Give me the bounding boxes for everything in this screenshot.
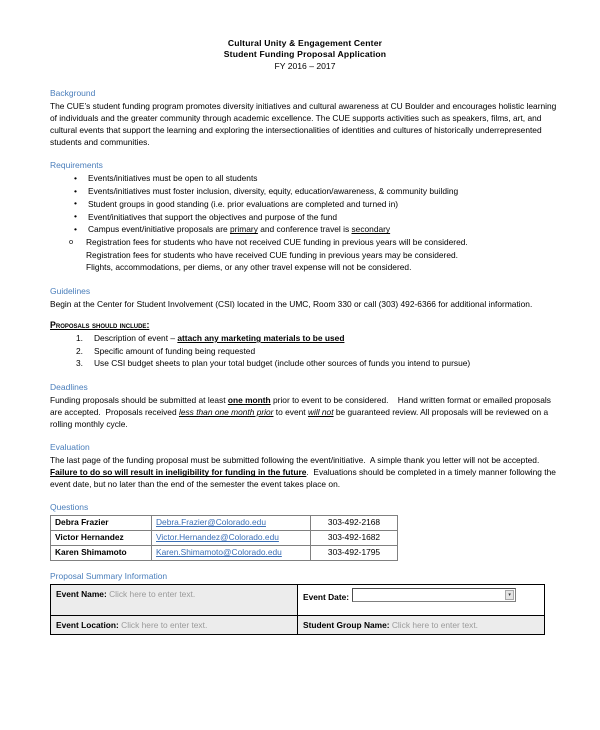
- section-heading-guidelines: Guidelines: [50, 286, 91, 297]
- emphasis-primary: primary: [229, 224, 258, 235]
- contact-name: Karen Shimamoto: [51, 546, 152, 561]
- contact-phone: 303-492-2168: [311, 516, 398, 531]
- proposals-include-list: [50, 332, 560, 370]
- sub-line-3: Flights, accommodations, per diems, or any other travel expense will not be considered.: [86, 262, 412, 273]
- event-date-input[interactable]: [352, 588, 516, 602]
- emphasis-one-month: one month: [227, 394, 271, 405]
- table-row: [51, 546, 398, 561]
- list-item: [50, 345, 560, 358]
- list-item-registration-fees: [50, 236, 560, 274]
- contact-email-link[interactable]: Victor.Hernandez@Colorado.edu: [156, 532, 279, 543]
- list-item: • Events/initiatives must be open to all students: [50, 172, 560, 185]
- list-item: • Event/initiatives that support the objectives and purpose of the fund: [50, 211, 560, 224]
- title-line-1: Cultural Unity & Engagement Center: [227, 38, 383, 48]
- item-text: Use CSI budget sheets to plan your total budget (include other sources of funds you intend to pursue): [94, 358, 471, 369]
- guidelines-text: Begin at the Center for Student Involvement (CSI) located in the UMC, Room 330 or call (303) 492-6366 for additional information.: [50, 299, 533, 310]
- section-heading-questions: Questions: [50, 502, 89, 513]
- table-row: [51, 531, 398, 546]
- table-row: [51, 516, 398, 531]
- contacts-table: [50, 515, 398, 561]
- student-group-cell[interactable]: [298, 616, 545, 635]
- sub-line-2: Registration fees for students who have received CUE funding in previous years may be considered.: [86, 249, 458, 260]
- evaluation-text: [50, 454, 560, 490]
- section-heading-evaluation: Evaluation: [50, 442, 90, 453]
- sub-line-1: o Registration fees for students who have not received CUE funding in previous years will be considered.: [86, 237, 468, 248]
- fiscal-year: FY 2016 – 2017: [274, 61, 336, 72]
- event-date-cell[interactable]: [298, 585, 545, 616]
- deadlines-part-4: be guaranteed review. All proposals will be reviewed on a rolling monthly cycle.: [50, 407, 549, 430]
- background-text: The CUE’s student funding program promotes diversity initiatives and cultural awareness at CU Boulder and encourages holistic learning of individuals and the greater community through academic excellence. The CUE supports activities such as speakers, films, art, and cultural events that support the learning and exploring the intersectionalities of identities and cultures of historically underrepresented students and communities.: [50, 100, 557, 148]
- proposals-label-text: Proposals should include: [50, 320, 147, 331]
- event-location-label: Event Location:: [56, 620, 119, 631]
- bullet-prefix: Campus event/initiative proposals are: [88, 224, 230, 235]
- emphasis-less-than-one-month: less than one month prior: [178, 407, 274, 418]
- requirements-list: [50, 172, 560, 236]
- deadlines-part-2: prior to event to be considered. Hand written format or emailed proposals are accepted. Proposals received: [50, 394, 551, 418]
- contact-name: Debra Frazier: [51, 516, 152, 531]
- proposal-summary-table: [50, 584, 545, 635]
- event-name-placeholder[interactable]: Click here to enter text.: [109, 589, 196, 600]
- contact-phone: 303-492-1682: [311, 531, 398, 546]
- proposals-should-include-label: [50, 319, 149, 332]
- section-heading-background: Background: [50, 87, 96, 98]
- contact-email-cell: [152, 516, 311, 531]
- table-row: [51, 616, 545, 635]
- bullet-middle: and conference travel is: [257, 224, 352, 235]
- section-heading-deadlines: Deadlines: [50, 381, 88, 392]
- document-title-block: [50, 38, 560, 73]
- contact-name: Victor Hernandez: [51, 531, 152, 546]
- evaluation-part-2: . Evaluations should be completed in a timely manner following the event date, but no later than the end of the semester the event takes place on.: [50, 467, 556, 490]
- event-location-cell[interactable]: [51, 616, 298, 635]
- list-item: [50, 332, 560, 345]
- contact-email-link[interactable]: Debra.Frazier@Colorado.edu: [156, 517, 266, 528]
- list-item-campus-events: [50, 223, 560, 236]
- proposals-should-include-wrapper: [50, 310, 560, 332]
- deadlines-text: [50, 394, 560, 430]
- emphasis-will-not: will not: [307, 407, 334, 418]
- evaluation-part-1: The last page of the funding proposal must be submitted following the event/initiative. A simple thank you letter will not be accepted.: [50, 455, 542, 466]
- title-line-2: Student Funding Proposal Application: [223, 49, 387, 60]
- event-name-label: Event Name:: [56, 589, 107, 600]
- list-item: • Student groups in good standing (i.e. prior evaluations are completed and turned in): [50, 198, 560, 211]
- emphasis-failure-clause: Failure to do so will result in ineligibility for funding in the future: [50, 467, 307, 478]
- item-text: Specific amount of funding being requested: [94, 345, 256, 356]
- deadlines-part-3: to event: [273, 407, 308, 418]
- item-text: Description of event –: [94, 333, 178, 344]
- contact-phone: 303-492-1795: [311, 546, 398, 561]
- event-location-placeholder[interactable]: Click here to enter text.: [121, 620, 208, 631]
- section-heading-requirements: Requirements: [50, 160, 103, 171]
- list-item: • Events/initiatives must foster inclusion, diversity, equity, education/awareness, & community building: [50, 185, 560, 198]
- student-group-label: Student Group Name:: [303, 620, 390, 631]
- list-item: [50, 357, 560, 370]
- table-row: [51, 585, 545, 616]
- requirements-sub-list: [50, 236, 560, 274]
- section-heading-proposal-summary: Proposal Summary Information: [50, 571, 168, 582]
- proposals-label-colon: :: [146, 320, 150, 331]
- event-date-label: Event Date:: [303, 592, 350, 603]
- event-name-cell[interactable]: [51, 585, 298, 616]
- emphasis-secondary: secondary: [351, 224, 391, 235]
- item-emphasis: attach any marketing materials to be used: [177, 333, 345, 344]
- contact-email-cell: [152, 546, 311, 561]
- student-group-placeholder[interactable]: Click here to enter text.: [391, 620, 478, 631]
- contact-email-cell: [152, 531, 311, 546]
- deadlines-part-1: Funding proposals should be submitted at least: [50, 394, 228, 405]
- contact-email-link[interactable]: Karen.Shimamoto@Colorado.edu: [156, 547, 282, 558]
- calendar-dropdown-icon[interactable]: ▾: [505, 590, 514, 600]
